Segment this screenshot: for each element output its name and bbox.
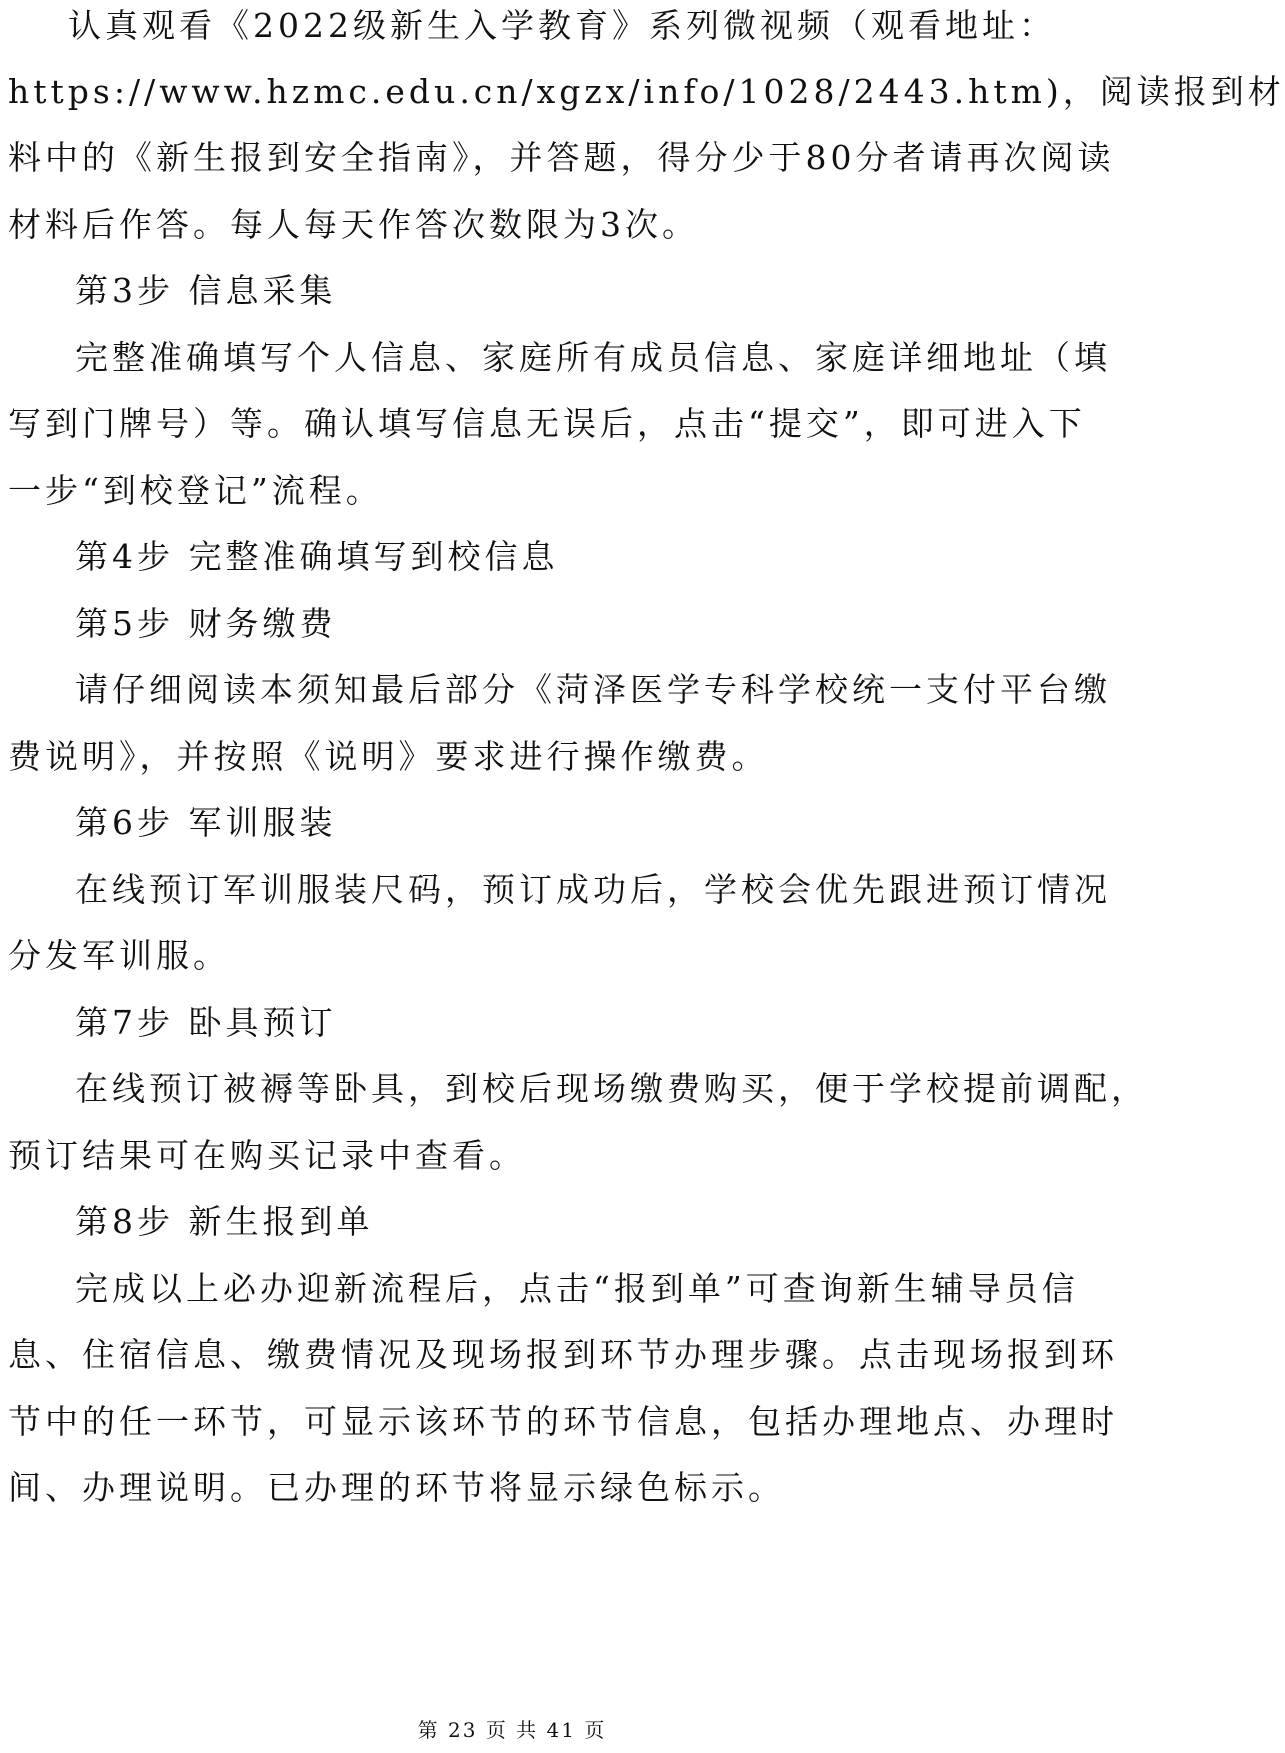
body-line-1: 认真观看《2022级新生入学教育》系列微视频（观看地址：	[68, 6, 1056, 45]
body-line-13: 预订结果可在购买记录中查看。	[8, 1136, 526, 1175]
body-line-5: 完整准确填写个人信息、家庭所有成员信息、家庭详细地址（填	[75, 338, 1111, 377]
body-line-4: 材料后作答。每人每天作答次数限为3次。	[8, 205, 699, 244]
body-line-7: 一步“到校登记”流程。	[8, 471, 383, 510]
step-6-heading: 第6步 军训服装	[75, 803, 337, 842]
step-8-heading: 第8步 新生报到单	[75, 1202, 374, 1241]
body-line-11: 分发军训服。	[8, 936, 230, 975]
body-line-10: 在线预订军训服装尺码，预订成功后，学校会优先跟进预订情况	[75, 870, 1111, 909]
step-5-heading: 第5步 财务缴费	[75, 604, 337, 643]
step-4-heading: 第4步 完整准确填写到校信息	[75, 537, 559, 576]
body-line-16: 节中的任一环节，可显示该环节的环节信息，包括办理地点、办理时	[8, 1402, 1118, 1441]
step-3-heading: 第3步 信息采集	[75, 271, 337, 310]
body-line-14: 完成以上必办迎新流程后，点击“报到单”可查询新生辅导员信	[75, 1269, 1079, 1308]
body-line-9: 费说明》，并按照《说明》要求进行操作缴费。	[8, 737, 769, 776]
body-line-6: 写到门牌号）等。确认填写信息无误后，点击“提交”，即可进入下	[8, 404, 1086, 443]
body-line-12: 在线预订被褥等卧具，到校后现场缴费购买，便于学校提前调配，	[75, 1069, 1148, 1108]
body-line-3: 料中的《新生报到安全指南》，并答题，得分少于80分者请再次阅读	[8, 138, 1115, 177]
step-7-heading: 第7步 卧具预订	[75, 1003, 337, 1042]
body-line-17: 间、办理说明。已办理的环节将显示绿色标示。	[8, 1468, 785, 1507]
body-line-15: 息、住宿信息、缴费情况及现场报到环节办理步骤。点击现场报到环	[8, 1335, 1118, 1374]
body-line-2: https://www.hzmc.edu.cn/xgzx/info/1028/2443.htm)，阅读报到材	[8, 72, 1285, 111]
body-line-8: 请仔细阅读本须知最后部分《菏泽医学专科学校统一支付平台缴	[75, 670, 1111, 709]
page-number-footer: 第 23 页 共 41 页	[417, 1718, 607, 1742]
